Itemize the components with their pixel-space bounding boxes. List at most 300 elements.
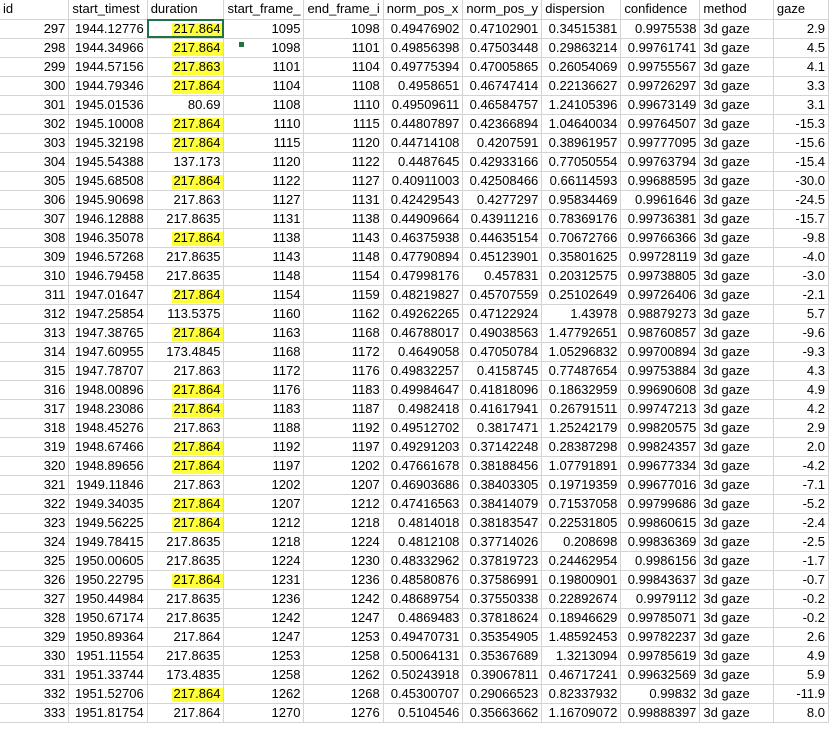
table-cell[interactable]: 0.4277297	[463, 190, 542, 209]
table-cell[interactable]: 0.99726297	[621, 76, 700, 95]
table-cell[interactable]: 1108	[224, 95, 304, 114]
table-cell[interactable]: 3d gaze	[700, 304, 773, 323]
table-cell[interactable]: 1131	[224, 209, 304, 228]
column-header-cell[interactable]: dispersion	[542, 0, 621, 19]
table-cell[interactable]: 0.4207591	[463, 133, 542, 152]
duration-cell[interactable]: 217.8635	[147, 532, 224, 551]
duration-cell[interactable]: 217.863	[147, 190, 224, 209]
table-cell[interactable]: 0.99677016	[621, 475, 700, 494]
duration-cell[interactable]: 217.8635	[147, 551, 224, 570]
table-cell[interactable]: 1095	[224, 19, 304, 38]
table-cell[interactable]: 331	[0, 665, 69, 684]
column-header-cell[interactable]: duration	[147, 0, 224, 19]
table-cell[interactable]: 0.99728119	[621, 247, 700, 266]
duration-cell[interactable]: 217.8635	[147, 646, 224, 665]
table-cell[interactable]: 0.24462954	[542, 551, 621, 570]
table-cell[interactable]: 1120	[224, 152, 304, 171]
duration-cell[interactable]: 217.864	[147, 494, 224, 513]
table-cell[interactable]: 1268	[304, 684, 383, 703]
table-cell[interactable]: 1945.54388	[69, 152, 147, 171]
table-cell[interactable]: -1.7	[773, 551, 828, 570]
table-cell[interactable]: 3d gaze	[700, 266, 773, 285]
duration-cell[interactable]: 217.864	[147, 38, 224, 57]
table-cell[interactable]: -3.0	[773, 266, 828, 285]
table-cell[interactable]: 0.99843637	[621, 570, 700, 589]
table-cell[interactable]: 0.35663662	[463, 703, 542, 722]
duration-cell[interactable]: 217.864	[147, 513, 224, 532]
duration-cell[interactable]: 217.8635	[147, 608, 224, 627]
table-cell[interactable]: 1258	[304, 646, 383, 665]
table-cell[interactable]: 1276	[304, 703, 383, 722]
table-cell[interactable]: -0.2	[773, 589, 828, 608]
table-cell[interactable]: 1110	[304, 95, 383, 114]
table-cell[interactable]: -0.7	[773, 570, 828, 589]
table-cell[interactable]: 314	[0, 342, 69, 361]
table-cell[interactable]: 1120	[304, 133, 383, 152]
column-header-cell[interactable]: id	[0, 0, 69, 19]
table-cell[interactable]: 0.38414079	[463, 494, 542, 513]
table-cell[interactable]: 0.47005865	[463, 57, 542, 76]
table-cell[interactable]: 0.208698	[542, 532, 621, 551]
table-cell[interactable]: 0.44807897	[383, 114, 463, 133]
duration-cell[interactable]: 173.4845	[147, 342, 224, 361]
table-cell[interactable]: 1948.45276	[69, 418, 147, 437]
table-cell[interactable]: 0.99860615	[621, 513, 700, 532]
column-header-cell[interactable]: confidence	[621, 0, 700, 19]
table-cell[interactable]: 1950.22795	[69, 570, 147, 589]
duration-cell[interactable]: 217.864	[147, 76, 224, 95]
duration-cell[interactable]: 173.4835	[147, 665, 224, 684]
table-cell[interactable]: 1948.89656	[69, 456, 147, 475]
table-cell[interactable]: 1176	[224, 380, 304, 399]
table-cell[interactable]: 0.49856398	[383, 38, 463, 57]
table-cell[interactable]: 0.71537058	[542, 494, 621, 513]
table-cell[interactable]: 3d gaze	[700, 494, 773, 513]
table-cell[interactable]: 0.38188456	[463, 456, 542, 475]
table-cell[interactable]: 0.50243918	[383, 665, 463, 684]
table-cell[interactable]: 0.42366894	[463, 114, 542, 133]
table-cell[interactable]: 1945.10008	[69, 114, 147, 133]
table-cell[interactable]: 0.48689754	[383, 589, 463, 608]
table-cell[interactable]: 0.99777095	[621, 133, 700, 152]
table-cell[interactable]: 0.37818624	[463, 608, 542, 627]
table-cell[interactable]: 1187	[304, 399, 383, 418]
table-cell[interactable]: 0.4982418	[383, 399, 463, 418]
table-cell[interactable]: 0.49509611	[383, 95, 463, 114]
table-cell[interactable]: 1.43978	[542, 304, 621, 323]
table-cell[interactable]: 0.37142248	[463, 437, 542, 456]
table-cell[interactable]: 1212	[224, 513, 304, 532]
table-cell[interactable]: 0.99761741	[621, 38, 700, 57]
table-cell[interactable]: 0.45123901	[463, 247, 542, 266]
table-cell[interactable]: 1247	[224, 627, 304, 646]
table-cell[interactable]: 303	[0, 133, 69, 152]
duration-cell[interactable]: 217.864	[147, 684, 224, 703]
table-cell[interactable]: 1945.68508	[69, 171, 147, 190]
table-cell[interactable]: 3d gaze	[700, 76, 773, 95]
table-cell[interactable]: 4.5	[773, 38, 828, 57]
table-cell[interactable]: 3d gaze	[700, 646, 773, 665]
table-cell[interactable]: 1.04640034	[542, 114, 621, 133]
table-cell[interactable]: 1948.00896	[69, 380, 147, 399]
table-cell[interactable]: 333	[0, 703, 69, 722]
table-cell[interactable]: 0.45707559	[463, 285, 542, 304]
table-cell[interactable]: 0.28387298	[542, 437, 621, 456]
table-cell[interactable]: 5.9	[773, 665, 828, 684]
duration-cell[interactable]: 217.864	[147, 114, 224, 133]
table-cell[interactable]: 0.43911216	[463, 209, 542, 228]
table-cell[interactable]: 0.46584757	[463, 95, 542, 114]
table-cell[interactable]: 2.9	[773, 418, 828, 437]
table-cell[interactable]: 0.47661678	[383, 456, 463, 475]
table-cell[interactable]: 3d gaze	[700, 456, 773, 475]
table-cell[interactable]: 1946.12888	[69, 209, 147, 228]
table-cell[interactable]: 311	[0, 285, 69, 304]
table-cell[interactable]: 0.99632569	[621, 665, 700, 684]
duration-cell[interactable]: 217.864	[147, 456, 224, 475]
table-cell[interactable]: 0.29863214	[542, 38, 621, 57]
table-cell[interactable]: 0.38403305	[463, 475, 542, 494]
table-cell[interactable]: 1176	[304, 361, 383, 380]
table-cell[interactable]: 3d gaze	[700, 684, 773, 703]
table-cell[interactable]: 322	[0, 494, 69, 513]
table-cell[interactable]: 1168	[224, 342, 304, 361]
table-cell[interactable]: 1947.38765	[69, 323, 147, 342]
duration-cell[interactable]: 217.864	[147, 627, 224, 646]
table-cell[interactable]: 1945.32198	[69, 133, 147, 152]
table-cell[interactable]: -11.9	[773, 684, 828, 703]
table-cell[interactable]: 0.38183547	[463, 513, 542, 532]
table-cell[interactable]: 0.98879273	[621, 304, 700, 323]
table-cell[interactable]: 3d gaze	[700, 38, 773, 57]
table-cell[interactable]: 1.48592453	[542, 627, 621, 646]
table-cell[interactable]: 1197	[304, 437, 383, 456]
table-cell[interactable]: 3d gaze	[700, 133, 773, 152]
table-cell[interactable]: 0.46747414	[463, 76, 542, 95]
table-cell[interactable]: 1138	[224, 228, 304, 247]
table-cell[interactable]: 0.29066523	[463, 684, 542, 703]
table-cell[interactable]: 0.99747213	[621, 399, 700, 418]
duration-cell[interactable]: 217.864	[147, 380, 224, 399]
table-cell[interactable]: 1947.60955	[69, 342, 147, 361]
table-cell[interactable]: 1950.67174	[69, 608, 147, 627]
table-cell[interactable]: 1197	[224, 456, 304, 475]
table-cell[interactable]: 0.49291203	[383, 437, 463, 456]
table-cell[interactable]: 0.9975538	[621, 19, 700, 38]
table-cell[interactable]: 1202	[304, 456, 383, 475]
table-cell[interactable]: 0.99763794	[621, 152, 700, 171]
table-cell[interactable]: 297	[0, 19, 69, 38]
duration-cell[interactable]: 80.69	[147, 95, 224, 114]
table-cell[interactable]: 300	[0, 76, 69, 95]
table-cell[interactable]: 1247	[304, 608, 383, 627]
duration-cell[interactable]: 217.863	[147, 418, 224, 437]
table-cell[interactable]: 1948.67466	[69, 437, 147, 456]
table-cell[interactable]: 0.99888397	[621, 703, 700, 722]
table-cell[interactable]: 3.1	[773, 95, 828, 114]
table-cell[interactable]: 1212	[304, 494, 383, 513]
table-cell[interactable]: 332	[0, 684, 69, 703]
table-cell[interactable]: 0.35354905	[463, 627, 542, 646]
table-cell[interactable]: 1.05296832	[542, 342, 621, 361]
table-cell[interactable]: 0.47122924	[463, 304, 542, 323]
table-cell[interactable]: 0.99755567	[621, 57, 700, 76]
table-cell[interactable]: 0.99824357	[621, 437, 700, 456]
table-cell[interactable]: 0.4487645	[383, 152, 463, 171]
table-cell[interactable]: 0.99836369	[621, 532, 700, 551]
table-cell[interactable]: 1947.78707	[69, 361, 147, 380]
table-cell[interactable]: 1143	[224, 247, 304, 266]
table-cell[interactable]: 1168	[304, 323, 383, 342]
table-cell[interactable]: 0.49038563	[463, 323, 542, 342]
table-cell[interactable]: 1950.89364	[69, 627, 147, 646]
duration-cell[interactable]: 113.5375	[147, 304, 224, 323]
table-cell[interactable]: -2.5	[773, 532, 828, 551]
table-cell[interactable]: 0.48580876	[383, 570, 463, 589]
table-cell[interactable]: 2.0	[773, 437, 828, 456]
table-cell[interactable]: 1944.79346	[69, 76, 147, 95]
table-cell[interactable]: 1253	[304, 627, 383, 646]
table-cell[interactable]: 1207	[224, 494, 304, 513]
table-cell[interactable]: 323	[0, 513, 69, 532]
table-cell[interactable]: 0.49512702	[383, 418, 463, 437]
table-cell[interactable]: 0.78369176	[542, 209, 621, 228]
table-cell[interactable]: 0.40911003	[383, 171, 463, 190]
table-cell[interactable]: 0.99782237	[621, 627, 700, 646]
table-cell[interactable]: 2.9	[773, 19, 828, 38]
table-cell[interactable]: 3d gaze	[700, 95, 773, 114]
table-cell[interactable]: 1122	[224, 171, 304, 190]
table-cell[interactable]: 1951.11554	[69, 646, 147, 665]
table-cell[interactable]: 0.49775394	[383, 57, 463, 76]
column-header-cell[interactable]: end_frame_i	[304, 0, 383, 19]
table-cell[interactable]: 1131	[304, 190, 383, 209]
table-cell[interactable]: 1110	[224, 114, 304, 133]
table-cell[interactable]: 0.18946629	[542, 608, 621, 627]
table-cell[interactable]: 1951.52706	[69, 684, 147, 703]
table-cell[interactable]: 0.457831	[463, 266, 542, 285]
table-cell[interactable]: 0.25102649	[542, 285, 621, 304]
table-cell[interactable]: 0.22892674	[542, 589, 621, 608]
table-cell[interactable]: -9.8	[773, 228, 828, 247]
table-cell[interactable]: 1122	[304, 152, 383, 171]
table-cell[interactable]: 0.99753884	[621, 361, 700, 380]
table-cell[interactable]: 0.9961646	[621, 190, 700, 209]
table-cell[interactable]: 3d gaze	[700, 437, 773, 456]
table-cell[interactable]: -9.3	[773, 342, 828, 361]
table-cell[interactable]: 301	[0, 95, 69, 114]
table-cell[interactable]: 0.47998176	[383, 266, 463, 285]
table-cell[interactable]: 0.19800901	[542, 570, 621, 589]
table-cell[interactable]: 4.2	[773, 399, 828, 418]
table-cell[interactable]: 0.4958651	[383, 76, 463, 95]
table-cell[interactable]: 0.4814018	[383, 513, 463, 532]
table-cell[interactable]: -9.6	[773, 323, 828, 342]
table-cell[interactable]: 1115	[224, 133, 304, 152]
table-cell[interactable]: 0.20312575	[542, 266, 621, 285]
table-cell[interactable]: 1.25242179	[542, 418, 621, 437]
table-cell[interactable]: -15.6	[773, 133, 828, 152]
table-cell[interactable]: 0.99677334	[621, 456, 700, 475]
duration-cell[interactable]: 217.8635	[147, 266, 224, 285]
table-cell[interactable]: 299	[0, 57, 69, 76]
table-cell[interactable]: 0.34515381	[542, 19, 621, 38]
table-cell[interactable]: 318	[0, 418, 69, 437]
table-cell[interactable]: 1188	[224, 418, 304, 437]
table-cell[interactable]: 0.48219827	[383, 285, 463, 304]
column-header-cell[interactable]: gaze	[773, 0, 828, 19]
table-cell[interactable]: 1172	[304, 342, 383, 361]
table-cell[interactable]: 0.3817471	[463, 418, 542, 437]
table-cell[interactable]: 307	[0, 209, 69, 228]
column-header-cell[interactable]: norm_pos_y	[463, 0, 542, 19]
table-cell[interactable]: 3.3	[773, 76, 828, 95]
table-cell[interactable]: 0.9986156	[621, 551, 700, 570]
table-cell[interactable]: 1108	[304, 76, 383, 95]
table-cell[interactable]: 0.95834469	[542, 190, 621, 209]
column-header-cell[interactable]: method	[700, 0, 773, 19]
table-cell[interactable]: 1944.12776	[69, 19, 147, 38]
table-cell[interactable]: 0.66114593	[542, 171, 621, 190]
table-cell[interactable]: 1143	[304, 228, 383, 247]
table-cell[interactable]: 3d gaze	[700, 418, 773, 437]
table-cell[interactable]: 4.3	[773, 361, 828, 380]
column-header-cell[interactable]: start_frame_	[224, 0, 304, 19]
table-cell[interactable]: 0.49476902	[383, 19, 463, 38]
table-cell[interactable]: -15.7	[773, 209, 828, 228]
table-cell[interactable]: 0.26054069	[542, 57, 621, 76]
table-cell[interactable]: 1202	[224, 475, 304, 494]
table-cell[interactable]: 0.47416563	[383, 494, 463, 513]
table-cell[interactable]: 0.4869483	[383, 608, 463, 627]
table-cell[interactable]: 1262	[304, 665, 383, 684]
table-cell[interactable]: 1104	[224, 76, 304, 95]
table-cell[interactable]: 3d gaze	[700, 285, 773, 304]
table-cell[interactable]: 2.6	[773, 627, 828, 646]
table-cell[interactable]: 0.4649058	[383, 342, 463, 361]
duration-cell[interactable]: 217.864	[147, 570, 224, 589]
table-cell[interactable]: -24.5	[773, 190, 828, 209]
table-cell[interactable]: 3d gaze	[700, 665, 773, 684]
table-cell[interactable]: 329	[0, 627, 69, 646]
table-cell[interactable]: 1163	[224, 323, 304, 342]
table-cell[interactable]: 0.46717241	[542, 665, 621, 684]
table-cell[interactable]: 3d gaze	[700, 171, 773, 190]
table-cell[interactable]: 0.39067811	[463, 665, 542, 684]
table-cell[interactable]: 1236	[304, 570, 383, 589]
table-cell[interactable]: 3d gaze	[700, 228, 773, 247]
table-cell[interactable]: 4.9	[773, 646, 828, 665]
duration-cell[interactable]: 217.864	[147, 19, 224, 38]
table-cell[interactable]: 0.99785619	[621, 646, 700, 665]
table-cell[interactable]: 0.22136627	[542, 76, 621, 95]
table-cell[interactable]: 0.45300707	[383, 684, 463, 703]
table-cell[interactable]: 0.99785071	[621, 608, 700, 627]
table-cell[interactable]: 0.99764507	[621, 114, 700, 133]
table-cell[interactable]: 3d gaze	[700, 19, 773, 38]
table-cell[interactable]: 0.37586991	[463, 570, 542, 589]
table-cell[interactable]: 3d gaze	[700, 608, 773, 627]
table-cell[interactable]: 1218	[224, 532, 304, 551]
table-cell[interactable]: 1098	[304, 19, 383, 38]
table-cell[interactable]: 3d gaze	[700, 513, 773, 532]
table-cell[interactable]: 326	[0, 570, 69, 589]
table-cell[interactable]: 1207	[304, 475, 383, 494]
table-cell[interactable]: 3d gaze	[700, 399, 773, 418]
table-cell[interactable]: 325	[0, 551, 69, 570]
table-cell[interactable]: 0.47102901	[463, 19, 542, 38]
table-cell[interactable]: 3d gaze	[700, 342, 773, 361]
table-cell[interactable]: 3d gaze	[700, 190, 773, 209]
table-cell[interactable]: 3d gaze	[700, 703, 773, 722]
table-cell[interactable]: 1948.23086	[69, 399, 147, 418]
table-cell[interactable]: 0.42508466	[463, 171, 542, 190]
table-cell[interactable]: 315	[0, 361, 69, 380]
table-cell[interactable]: 3d gaze	[700, 475, 773, 494]
table-cell[interactable]: 1160	[224, 304, 304, 323]
table-cell[interactable]: 313	[0, 323, 69, 342]
table-cell[interactable]: 320	[0, 456, 69, 475]
table-cell[interactable]: 1.47792651	[542, 323, 621, 342]
table-cell[interactable]: 0.99673149	[621, 95, 700, 114]
table-cell[interactable]: 1115	[304, 114, 383, 133]
table-cell[interactable]: 1230	[304, 551, 383, 570]
table-cell[interactable]: 1101	[224, 57, 304, 76]
table-cell[interactable]: 1224	[304, 532, 383, 551]
table-cell[interactable]: 4.1	[773, 57, 828, 76]
table-cell[interactable]: 0.99799686	[621, 494, 700, 513]
table-cell[interactable]: 0.5104546	[383, 703, 463, 722]
table-cell[interactable]: 1946.79458	[69, 266, 147, 285]
table-cell[interactable]: 321	[0, 475, 69, 494]
table-cell[interactable]: 0.50064131	[383, 646, 463, 665]
table-cell[interactable]: 0.44909664	[383, 209, 463, 228]
table-cell[interactable]: 0.37819723	[463, 551, 542, 570]
table-cell[interactable]: -2.4	[773, 513, 828, 532]
table-cell[interactable]: 1154	[304, 266, 383, 285]
table-cell[interactable]: 306	[0, 190, 69, 209]
table-cell[interactable]: 1154	[224, 285, 304, 304]
table-cell[interactable]: 0.99736381	[621, 209, 700, 228]
table-cell[interactable]: 1183	[304, 380, 383, 399]
table-cell[interactable]: 309	[0, 247, 69, 266]
table-cell[interactable]: 1944.57156	[69, 57, 147, 76]
table-cell[interactable]: 304	[0, 152, 69, 171]
table-cell[interactable]: 1945.90698	[69, 190, 147, 209]
table-cell[interactable]: 1947.25854	[69, 304, 147, 323]
table-cell[interactable]: 0.4158745	[463, 361, 542, 380]
table-cell[interactable]: 1949.11846	[69, 475, 147, 494]
table-cell[interactable]: 0.47050784	[463, 342, 542, 361]
table-cell[interactable]: 0.47503448	[463, 38, 542, 57]
table-cell[interactable]: 0.35801625	[542, 247, 621, 266]
table-cell[interactable]: 1949.78415	[69, 532, 147, 551]
table-cell[interactable]: 0.9979112	[621, 589, 700, 608]
table-cell[interactable]: 312	[0, 304, 69, 323]
table-cell[interactable]: 1127	[304, 171, 383, 190]
table-cell[interactable]: 1098	[224, 38, 304, 57]
table-cell[interactable]: 1162	[304, 304, 383, 323]
table-cell[interactable]: 3d gaze	[700, 114, 773, 133]
table-cell[interactable]: 316	[0, 380, 69, 399]
table-cell[interactable]: 1148	[224, 266, 304, 285]
table-cell[interactable]: 1101	[304, 38, 383, 57]
table-cell[interactable]: 1127	[224, 190, 304, 209]
table-cell[interactable]: 308	[0, 228, 69, 247]
table-cell[interactable]: 3d gaze	[700, 589, 773, 608]
table-cell[interactable]: 1236	[224, 589, 304, 608]
table-cell[interactable]: 5.7	[773, 304, 828, 323]
